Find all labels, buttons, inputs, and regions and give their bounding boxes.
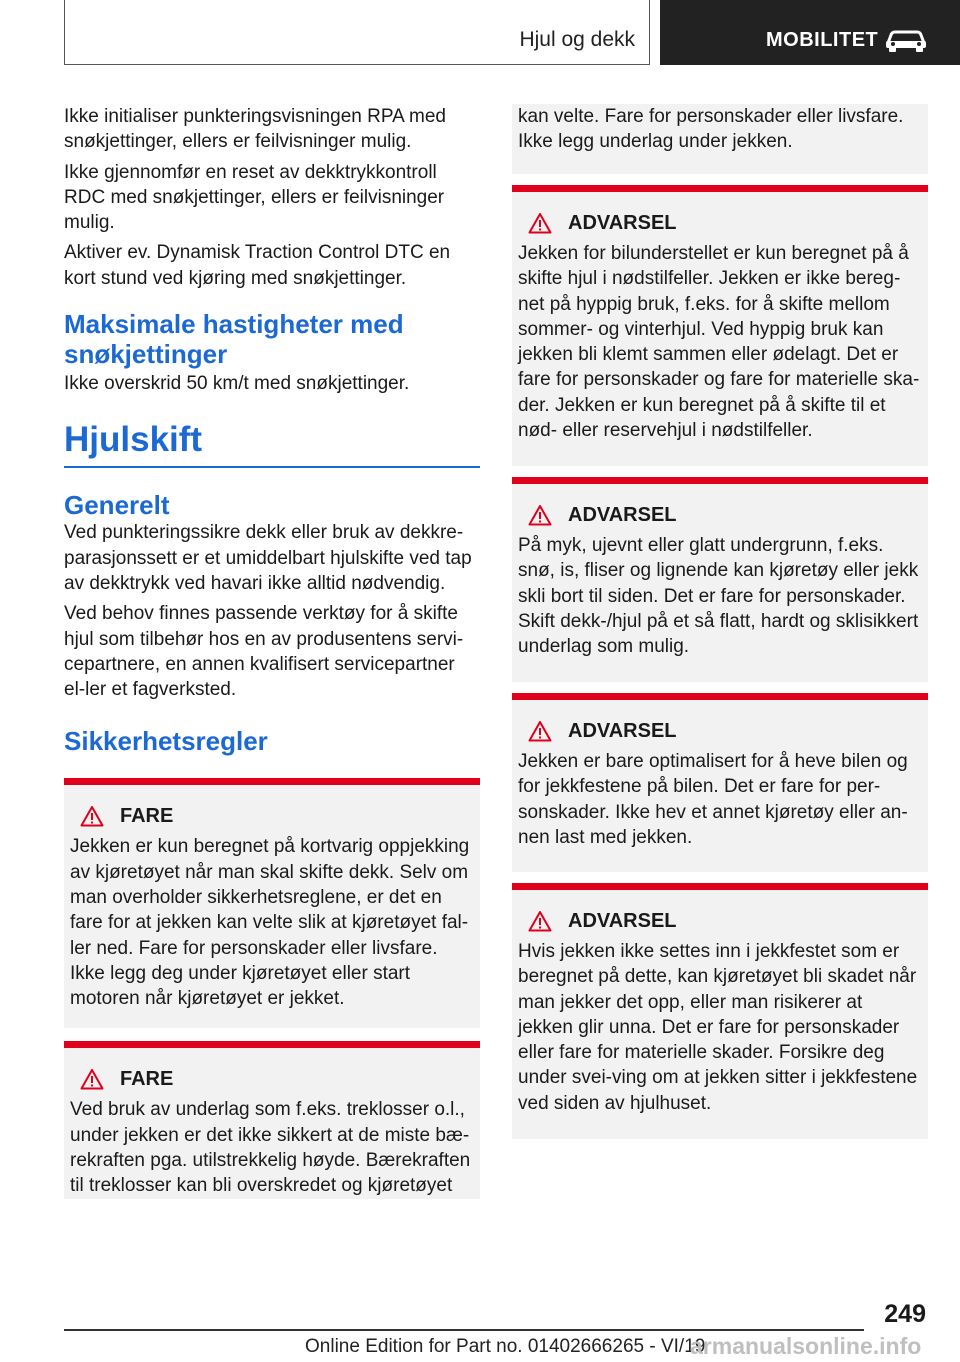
warning-triangle-icon <box>528 910 552 932</box>
warning-title <box>518 717 922 745</box>
header-chapter-tab <box>660 0 960 65</box>
continuation-text: kan velte. Fare for personskader eller livsfare. Ikke legg underlag under jekken. <box>518 106 904 153</box>
heading-rule <box>64 466 480 468</box>
danger-title <box>70 1065 474 1093</box>
left-column <box>64 104 480 1199</box>
page-header <box>0 0 960 66</box>
warning-text: Jekken er bare optimalisert for å heve bilen og for jekkfestene på bilen. Det er fare for per-sonskader. Ikke hev et annet kjøretøy eller an-nen last med jekken. <box>518 751 908 848</box>
header-section-box <box>64 0 650 65</box>
footer-edition: Online Edition for Part no. 01402666265 - VI/19 <box>305 1336 706 1357</box>
warning-text: På myk, ujevnt eller glatt undergrunn, f.eks. snø, is, fliser og lignende kan kjøretøy eller jekk skli bort til siden. Det er fare for personskader. Skift dekk-/hjul på et så flatt, hardt og sklisikkert underlag som mulig. <box>518 535 919 658</box>
general-heading: Generelt <box>64 490 170 521</box>
danger-title-label: FARE <box>120 1067 174 1090</box>
car-icon <box>884 27 928 53</box>
warning-bar <box>512 185 928 192</box>
watermark: armanualsonline.info <box>690 1333 922 1359</box>
max-speed-heading: Maksimale hastigheter med snøkjettinger <box>64 309 404 370</box>
warning-box-1 <box>512 185 928 466</box>
warning-triangle-icon <box>80 805 104 827</box>
header-chapter-label: MOBILITET <box>766 29 879 51</box>
max-speed-text: Ikke overskrid 50 km/t med snøkjettinger. <box>64 373 410 395</box>
safety-heading: Sikkerhetsregler <box>64 726 268 757</box>
footer-rule <box>64 1329 864 1331</box>
warning-title-label: ADVARSEL <box>568 909 677 932</box>
danger-title-label: FARE <box>120 804 174 827</box>
warning-title-label: ADVARSEL <box>568 211 677 234</box>
wheel-change-heading: Hjulskift <box>64 420 203 460</box>
danger-box-2 <box>64 1041 480 1199</box>
danger-text: Ved bruk av underlag som f.eks. treklosser o.l., under jekken er det ikke sikkert at de miste bæ-rekraften pga. utilstrekkelig høyde. Bærekraften til treklosser kan bli overskredet og kjøretøyet <box>70 1099 471 1197</box>
header-section-title: Hjul og dekk <box>519 28 635 51</box>
intro-paragraph-1: Ikke initialiser punkteringsvisningen RPA med snøkjettinger, ellers er feilvisninger mulig. <box>64 106 446 153</box>
warning-text: Hvis jekken ikke settes inn i jekkfestet som er beregnet på dette, kan kjøretøyet bli skadet når man jekker det opp, eller man risikerer at jekken glir unna. Det er fare for personskader eller fare for materielle skader. Forsikre deg under svei-ving om at jekken sitter i jekkfestene ved siden av hjulhuset. <box>518 941 918 1114</box>
general-paragraph-2: Ved behov finnes passende verktøy for å skifte hjul som tilbehør hos en av produsentens servi-cepartnere, en annen kvalifisert servicepartner el-ler et fagverksted. <box>64 603 464 701</box>
continuation-box <box>512 104 928 174</box>
warning-box-2 <box>512 477 928 682</box>
warning-triangle-icon <box>528 212 552 234</box>
warning-text: Jekken for bilunderstellet er kun beregnet på å skifte hjul i nødstilfeller. Jekken er ikke bereg-net på hyppig bruk, f.eks. for å skifte mellom sommer- og vinterhjul. Ved hyppig bruk kan jekken bli klemt sammen eller ødelagt. Det er fare for personskader og fare for materielle ska-der. Jekken er kun beregnet på å skifte til et nød- eller reservehjul i nødstilfeller. <box>518 243 920 442</box>
right-column <box>512 104 928 1139</box>
warning-bar <box>512 693 928 700</box>
warning-title <box>518 501 922 529</box>
warning-title-label: ADVARSEL <box>568 719 677 742</box>
danger-bar <box>64 1041 480 1048</box>
warning-triangle-icon <box>528 504 552 526</box>
intro-paragraph-3: Aktiver ev. Dynamisk Traction Control DTC en kort stund ved kjøring med snøkjettinger. <box>64 242 451 289</box>
warning-bar <box>512 883 928 890</box>
warning-title-label: ADVARSEL <box>568 503 677 526</box>
danger-title <box>70 802 474 830</box>
danger-box-1 <box>64 778 480 1028</box>
warning-bar <box>512 477 928 484</box>
intro-paragraph-2: Ikke gjennomfør en reset av dekktrykkontroll RDC med snøkjettinger, ellers er feilvisninger mulig. <box>64 161 445 234</box>
warning-triangle-icon <box>80 1068 104 1090</box>
danger-bar <box>64 778 480 785</box>
warning-title <box>518 907 922 935</box>
warning-triangle-icon <box>528 720 552 742</box>
general-paragraph-1: Ved punkteringssikre dekk eller bruk av dekkre-parasjonssett er et umiddelbart hjulskifte ved tap av dekktrykk ved havari ikke alltid nødvendig. <box>64 522 472 594</box>
warning-title <box>518 209 922 237</box>
page-number: 249 <box>884 1300 926 1328</box>
warning-box-4 <box>512 883 928 1139</box>
warning-box-3 <box>512 693 928 872</box>
danger-text: Jekken er kun beregnet på kortvarig oppjekking av kjøretøyet når man skal skifte dekk. Selv om man overholder sikkerhetsreglene, er det en fare for at jekken kan velte slik at kjøretøyet fal-ler ned. Fare for personskader eller livsfare. Ikke legg deg under kjøretøyet eller start motoren når kjøretøyet er jekket. <box>70 836 470 1010</box>
